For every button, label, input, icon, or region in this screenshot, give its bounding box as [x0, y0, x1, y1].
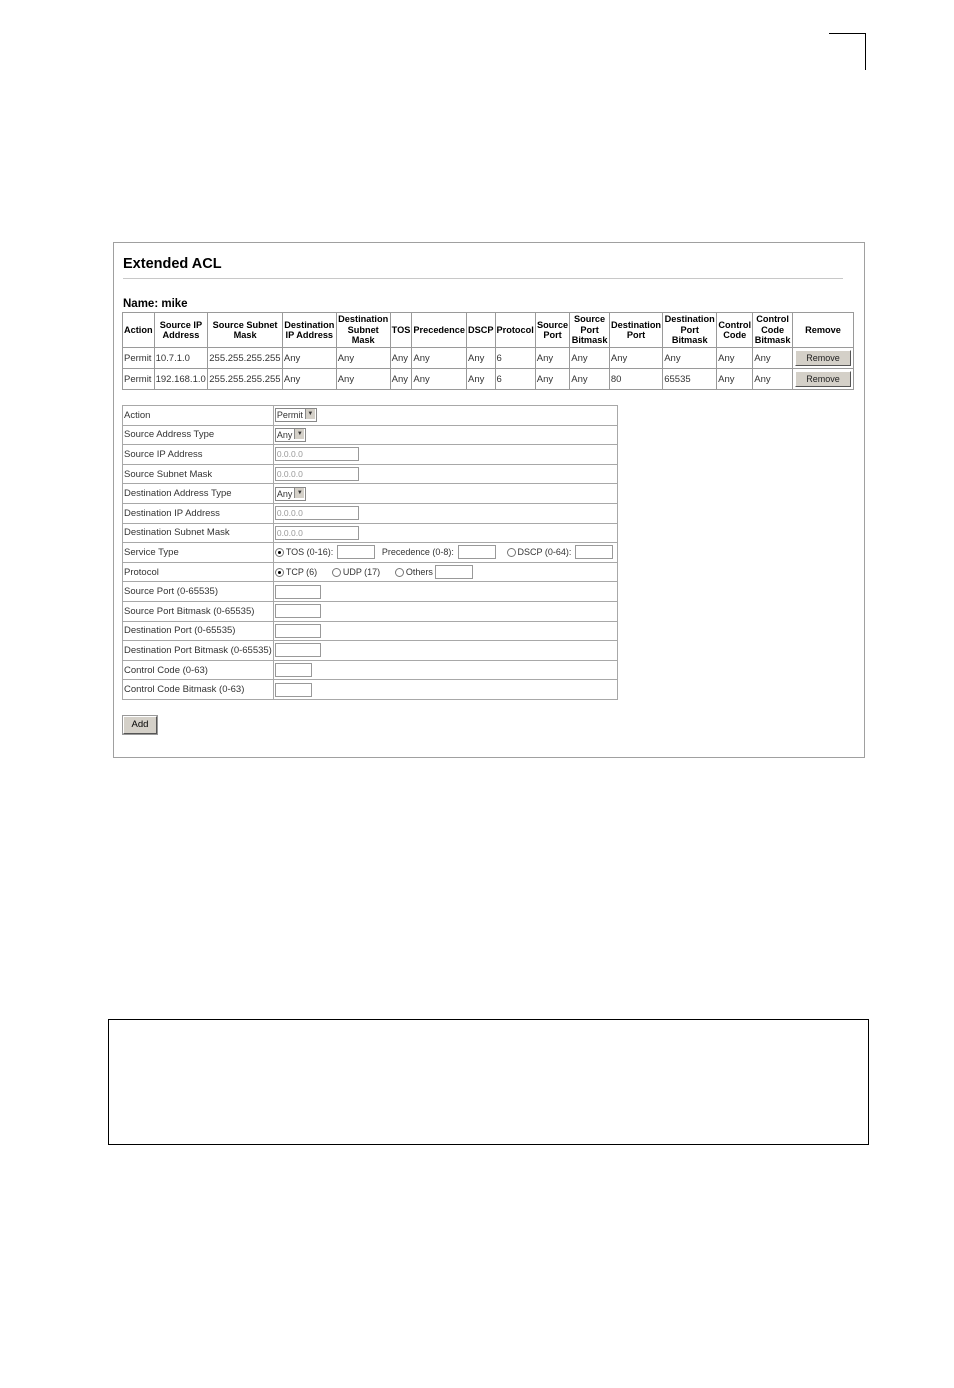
field-cell	[273, 523, 617, 543]
field-label: Source Address Type	[123, 425, 274, 445]
select-value: Any	[276, 488, 293, 499]
chevron-down-icon: ▼	[294, 488, 304, 498]
tos-label: TOS (0-16):	[285, 547, 334, 558]
add-button[interactable]: Add	[123, 716, 157, 734]
table-cell: Any	[717, 369, 753, 390]
form-row-source-mask	[123, 464, 618, 484]
table-cell: Any	[390, 348, 412, 369]
form-row-service-type	[123, 543, 618, 563]
col-header: DSCP	[466, 313, 495, 348]
field-cell	[273, 406, 617, 426]
table-header-row	[123, 313, 854, 348]
table-cell: Any	[570, 348, 610, 369]
form-row-dest-address-type	[123, 484, 618, 504]
chevron-down-icon: ▼	[305, 409, 315, 419]
source-port-bitmask-input[interactable]	[275, 604, 321, 618]
field-label: Control Code Bitmask (0-63)	[123, 680, 274, 700]
dscp-label: DSCP (0-64):	[517, 547, 572, 558]
table-cell: 255.255.255.255	[208, 369, 283, 390]
table-row	[123, 369, 854, 390]
dest-ip-input[interactable]: 0.0.0.0	[275, 506, 359, 520]
tcp-label: TCP (6)	[285, 567, 318, 578]
precedence-input[interactable]	[458, 545, 496, 559]
remove-cell	[792, 348, 853, 369]
field-cell	[273, 445, 617, 465]
table-cell: Any	[535, 348, 569, 369]
table-cell: Any	[570, 369, 610, 390]
field-cell	[273, 601, 617, 621]
udp-label: UDP (17)	[342, 567, 381, 578]
col-header: Destination Subnet Mask	[336, 313, 390, 348]
table-cell: Any	[717, 348, 753, 369]
source-ip-input[interactable]: 0.0.0.0	[275, 447, 359, 461]
field-label: Service Type	[123, 543, 274, 563]
field-cell	[273, 543, 617, 563]
form-row-source-port-bitmask	[123, 601, 618, 621]
precedence-label: Precedence (0-8):	[381, 547, 454, 558]
field-cell	[273, 484, 617, 504]
col-header: Source Port	[535, 313, 569, 348]
control-code-input[interactable]	[275, 663, 312, 677]
table-cell: Permit	[123, 369, 155, 390]
chevron-down-icon: ▼	[294, 429, 304, 439]
empty-bordered-box	[108, 1019, 869, 1145]
others-input[interactable]	[435, 565, 473, 579]
select-value: Any	[276, 429, 293, 440]
acl-rule-form	[122, 405, 618, 700]
field-cell	[273, 641, 617, 661]
source-mask-input[interactable]: 0.0.0.0	[275, 467, 359, 481]
col-header: Source Subnet Mask	[208, 313, 283, 348]
field-label: Source IP Address	[123, 445, 274, 465]
field-cell	[273, 660, 617, 680]
remove-button[interactable]: Remove	[795, 371, 851, 387]
udp-radio[interactable]	[332, 568, 341, 577]
table-cell: Any	[282, 369, 336, 390]
table-cell: Any	[535, 369, 569, 390]
table-cell: 65535	[663, 369, 717, 390]
form-row-source-ip	[123, 445, 618, 465]
col-header: Destination Port	[609, 313, 662, 348]
form-row-source-address-type	[123, 425, 618, 445]
form-row-protocol	[123, 562, 618, 582]
table-cell: 6	[495, 369, 535, 390]
field-cell	[273, 680, 617, 700]
col-header: Action	[123, 313, 155, 348]
others-radio[interactable]	[395, 568, 404, 577]
acl-rules-table	[122, 312, 854, 390]
field-cell	[273, 503, 617, 523]
field-label: Destination Port (0-65535)	[123, 621, 274, 641]
table-cell: 10.7.1.0	[154, 348, 208, 369]
action-select[interactable]	[275, 408, 317, 422]
table-cell: Any	[466, 369, 495, 390]
table-cell: Any	[336, 348, 390, 369]
table-cell: Any	[390, 369, 412, 390]
tos-radio[interactable]	[275, 548, 284, 557]
col-header: Precedence	[412, 313, 467, 348]
field-cell	[273, 464, 617, 484]
field-label: Destination Port Bitmask (0-65535)	[123, 641, 274, 661]
field-label: Control Code (0-63)	[123, 660, 274, 680]
table-cell: Any	[412, 369, 467, 390]
table-cell: 192.168.1.0	[154, 369, 208, 390]
field-cell	[273, 425, 617, 445]
form-row-control-code	[123, 660, 618, 680]
source-address-type-select[interactable]	[275, 428, 307, 442]
form-row-dest-port-bitmask	[123, 641, 618, 661]
col-header: Source IP Address	[154, 313, 208, 348]
form-row-action	[123, 406, 618, 426]
field-label: Source Port (0-65535)	[123, 582, 274, 602]
dest-mask-input[interactable]: 0.0.0.0	[275, 526, 359, 540]
col-header: Destination IP Address	[282, 313, 336, 348]
page-corner-mark	[829, 33, 866, 70]
field-label: Destination IP Address	[123, 503, 274, 523]
form-row-source-port	[123, 582, 618, 602]
title-divider	[123, 278, 843, 279]
table-cell: Any	[336, 369, 390, 390]
col-header: Control Code Bitmask	[753, 313, 793, 348]
remove-button[interactable]: Remove	[795, 350, 851, 366]
acl-name-label: Name: mike	[123, 298, 188, 310]
col-header: Protocol	[495, 313, 535, 348]
dest-port-bitmask-input[interactable]	[275, 643, 321, 657]
table-cell: 6	[495, 348, 535, 369]
panel-title: Extended ACL	[123, 256, 222, 272]
col-header: Destination Port Bitmask	[663, 313, 717, 348]
table-cell: Permit	[123, 348, 155, 369]
table-cell: Any	[282, 348, 336, 369]
table-cell: Any	[466, 348, 495, 369]
form-row-dest-port	[123, 621, 618, 641]
table-cell: Any	[412, 348, 467, 369]
source-port-input[interactable]	[275, 585, 321, 599]
table-cell: Any	[609, 348, 662, 369]
field-label: Destination Address Type	[123, 484, 274, 504]
field-label: Protocol	[123, 562, 274, 582]
form-row-dest-ip	[123, 503, 618, 523]
table-cell: 80	[609, 369, 662, 390]
tcp-radio[interactable]	[275, 568, 284, 577]
col-header: Control Code	[717, 313, 753, 348]
field-label: Action	[123, 406, 274, 426]
form-row-control-code-bitmask	[123, 680, 618, 700]
col-header: Remove	[792, 313, 853, 348]
field-cell	[273, 621, 617, 641]
extended-acl-panel	[113, 242, 865, 758]
field-label: Destination Subnet Mask	[123, 523, 274, 543]
dest-address-type-select[interactable]	[275, 487, 307, 501]
dest-port-input[interactable]	[275, 624, 321, 638]
table-cell: Any	[753, 369, 793, 390]
col-header: Source Port Bitmask	[570, 313, 610, 348]
dscp-input[interactable]	[575, 545, 613, 559]
control-code-bitmask-input[interactable]	[275, 683, 312, 697]
others-label: Others	[405, 567, 433, 578]
form-row-dest-mask	[123, 523, 618, 543]
field-cell	[273, 562, 617, 582]
select-value: Permit	[276, 410, 303, 421]
field-label: Source Subnet Mask	[123, 464, 274, 484]
remove-cell	[792, 369, 853, 390]
table-cell: Any	[753, 348, 793, 369]
field-label: Source Port Bitmask (0-65535)	[123, 601, 274, 621]
dscp-radio[interactable]	[507, 548, 516, 557]
field-cell	[273, 582, 617, 602]
tos-input[interactable]	[337, 545, 375, 559]
table-cell: 255.255.255.255	[208, 348, 283, 369]
col-header: TOS	[390, 313, 412, 348]
table-row	[123, 348, 854, 369]
table-cell: Any	[663, 348, 717, 369]
